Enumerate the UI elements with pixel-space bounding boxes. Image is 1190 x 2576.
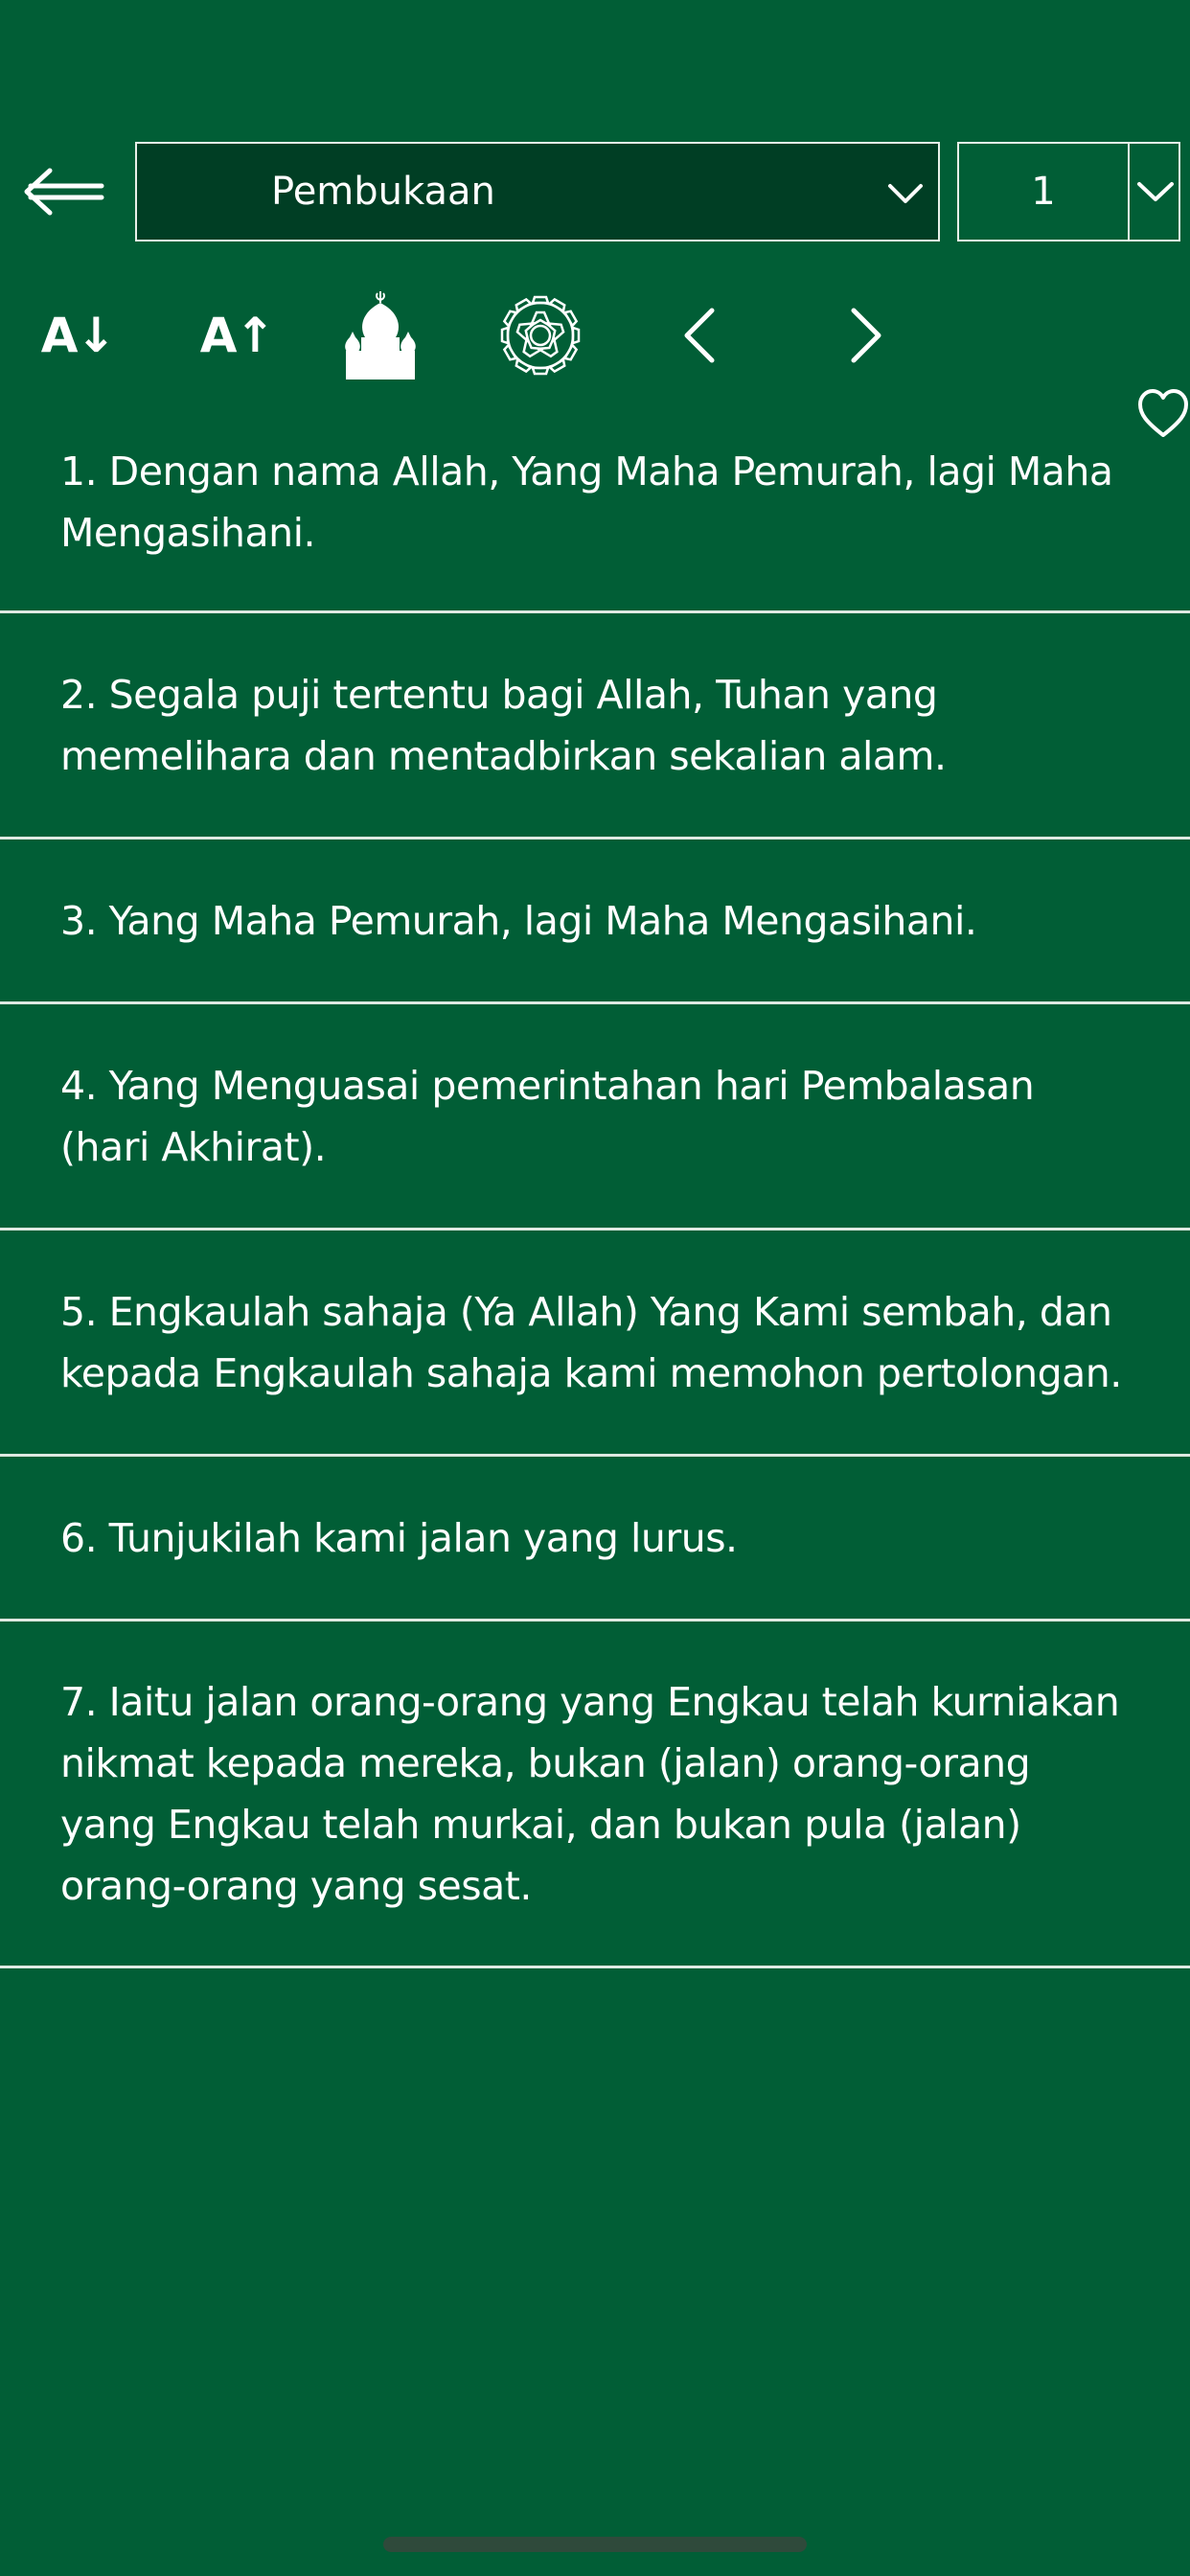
font-decrease-button[interactable]: [34, 278, 121, 393]
list-item[interactable]: [0, 613, 1190, 840]
font-decrease-label: A↓: [40, 308, 115, 363]
list-item[interactable]: [0, 412, 1190, 613]
previous-button[interactable]: [665, 278, 732, 393]
back-button[interactable]: [21, 159, 107, 224]
verse-text: 4. Yang Menguasai pemerintahan hari Pembalasan (hari Akhirat).: [60, 1062, 1035, 1170]
verse-list: [0, 412, 1190, 1968]
next-button[interactable]: [834, 278, 901, 393]
verse-text: 7. Iaitu jalan orang-orang yang Engkau telah kurniakan nikmat kepada mereka, bukan (jalan) orang-orang yang Engkau telah murkai, dan bukan pula (jalan) orang-orang yang sesat.: [60, 1678, 1120, 1909]
settings-button[interactable]: [494, 278, 586, 393]
verse-text: 5. Engkaulah sahaja (Ya Allah) Yang Kami sembah, dan kepada Engkaulah sahaja kami memohon pertolongan.: [60, 1288, 1122, 1396]
ayah-dropdown[interactable]: [957, 142, 1180, 242]
top-bar: [0, 140, 1190, 243]
verse-text: 2. Segala puji tertentu bagi Allah, Tuhan yang memelihara dan mentadbirkan sekalian alam.: [60, 671, 947, 779]
ayah-dropdown-divider: [1128, 144, 1130, 240]
home-indicator: [383, 2537, 807, 2552]
chevron-down-icon: [1132, 167, 1179, 217]
surah-dropdown[interactable]: [135, 142, 940, 242]
chevron-right-icon: [846, 305, 888, 366]
surah-dropdown-label: Pembukaan: [271, 170, 495, 214]
chevron-down-icon: [881, 169, 930, 218]
list-item[interactable]: [0, 1230, 1190, 1457]
toolbar: [0, 278, 1190, 393]
list-item[interactable]: [0, 1457, 1190, 1622]
list-item[interactable]: [0, 1004, 1190, 1230]
list-item[interactable]: [0, 1622, 1190, 1968]
ayah-dropdown-value: 1: [1031, 170, 1056, 214]
chevron-left-icon: [677, 305, 720, 366]
verse-text: 1. Dengan nama Allah, Yang Maha Pemurah, lagi Maha Mengasihani.: [60, 448, 1113, 556]
mosque-icon: [342, 289, 419, 381]
list-item[interactable]: [0, 840, 1190, 1004]
verse-text: 6. Tunjukilah kami jalan yang lurus.: [60, 1514, 738, 1561]
mosque-button[interactable]: [337, 278, 423, 393]
gear-icon: [496, 291, 584, 380]
font-increase-button[interactable]: [194, 278, 280, 393]
arrow-left-icon: [21, 163, 107, 220]
verse-text: 3. Yang Maha Pemurah, lagi Maha Mengasihani.: [60, 897, 977, 944]
font-increase-label: A↑: [199, 308, 274, 363]
